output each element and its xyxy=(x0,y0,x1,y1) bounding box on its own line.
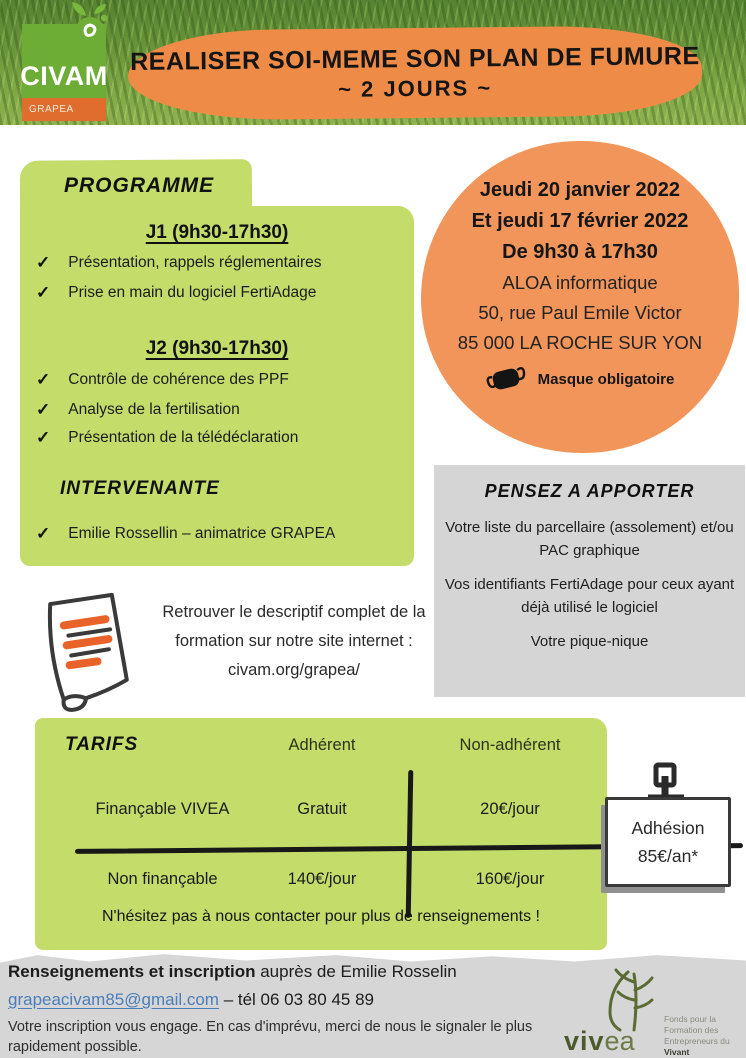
intervenante-title: INTERVENANTE xyxy=(60,478,220,499)
adhesion-price: 85€/an* xyxy=(637,846,699,866)
vivea-tagline-text: Fonds pour la Formation des Entrepreneurs du xyxy=(664,1014,730,1046)
tarifs-cell: Gratuit xyxy=(297,800,347,818)
list-item-label: Présentation de la télédéclaration xyxy=(68,429,299,446)
check-icon: ✓ xyxy=(36,283,51,302)
mask-note-row xyxy=(486,364,675,394)
footer-engagement-note: Votre inscription vous engage. En cas d'imprévu, merci de nous le signaler le plus rapidement possible. xyxy=(8,1019,533,1055)
footer-phone: – tél 06 03 80 45 89 xyxy=(218,990,374,1009)
tarifs-col-adherent: Adhérent xyxy=(288,736,356,754)
email-link[interactable]: grapeacivam85@gmail.com xyxy=(8,990,219,1009)
vivea-word-bold: viv xyxy=(564,1026,605,1056)
event-city: 85 000 LA ROCHE SUR YON xyxy=(457,332,703,353)
footer-email-line xyxy=(8,990,374,1010)
website-note: Retrouver le descriptif complet de la formation sur notre site internet : civam.org/grapea/ xyxy=(162,603,426,679)
tarifs-row-label: Finançable VIVEA xyxy=(95,800,230,818)
intervenante-name: Emilie Rossellin – animatrice GRAPEA xyxy=(68,525,336,542)
footer-contact-person: auprès de Emilie Rosselin xyxy=(255,962,457,981)
check-icon: ✓ xyxy=(36,253,51,272)
check-icon: ✓ xyxy=(36,524,51,543)
table-vertical-line xyxy=(406,770,414,918)
mask-note-label: Masque obligatoire xyxy=(537,370,675,388)
list-item xyxy=(36,524,408,544)
vivea-word-light: ea xyxy=(604,1026,635,1056)
list-item-label: Prise en main du logiciel FertiAdage xyxy=(68,284,317,301)
event-date-2: Et jeudi 17 février 2022 xyxy=(471,210,689,232)
vivea-tagline xyxy=(664,1014,744,1058)
list-item-label: Contrôle de cohérence des PPF xyxy=(68,371,289,388)
programme-title: PROGRAMME xyxy=(64,174,215,197)
bring-item: Votre pique-nique xyxy=(530,633,649,650)
vivea-plant-icon xyxy=(598,968,668,1034)
event-date-1: Jeudi 20 janvier 2022 xyxy=(479,179,681,201)
bring-item: Votre liste du parcellaire (assolement) et/ou PAC graphique xyxy=(445,519,734,559)
vivea-wordmark xyxy=(564,1028,635,1055)
tarifs-title: TARIFS xyxy=(65,734,139,755)
list-item xyxy=(36,253,408,273)
header-grass-photo xyxy=(0,0,746,125)
list-item-label: Présentation, rappels réglementaires xyxy=(68,254,322,271)
list-item xyxy=(36,428,408,448)
civam-logo xyxy=(22,24,106,121)
tarifs-note: N'hésitez pas à nous contacter pour plus de renseignements ! xyxy=(102,908,540,925)
grapea-logo-band xyxy=(22,98,106,121)
event-street: 50, rue Paul Emile Victor xyxy=(478,302,682,323)
vivea-tagline-bold: Vivant xyxy=(664,1047,690,1057)
footer-contact-line xyxy=(8,962,457,982)
list-item xyxy=(36,283,408,303)
scroll-document-icon xyxy=(28,582,150,714)
flyer-subtitle: ~ 2 JOURS ~ xyxy=(337,74,493,102)
bring-item: Vos identifiants FertiAdage pour ceux ayant déjà utilisé le logiciel xyxy=(444,576,735,616)
vivea-logo xyxy=(560,970,746,1058)
sprout-icon xyxy=(56,0,116,50)
session-1-title: J1 (9h30-17h30) xyxy=(145,222,289,243)
check-icon: ✓ xyxy=(36,370,51,389)
list-item-label: Analyse de la fertilisation xyxy=(68,401,240,418)
adhesion-label: Adhésion xyxy=(631,818,705,838)
civam-logo-text: CIVAM xyxy=(20,61,108,91)
tarifs-row-label: Non finançable xyxy=(107,870,218,888)
title-banner xyxy=(128,25,703,121)
grapea-logo-text: GRAPEA xyxy=(29,104,74,115)
adhesion-sign xyxy=(605,797,731,887)
tarifs-box xyxy=(35,718,607,950)
tarifs-cell: 160€/jour xyxy=(475,870,545,888)
tarifs-cell: 20€/jour xyxy=(480,800,540,818)
event-info-circle xyxy=(421,141,739,453)
face-mask-icon xyxy=(486,364,528,394)
bring-box xyxy=(434,465,745,697)
event-venue: ALOA informatique xyxy=(502,272,658,293)
list-item xyxy=(36,400,408,420)
session-2-title: J2 (9h30-17h30) xyxy=(145,338,289,359)
tarifs-cell: 140€/jour xyxy=(287,870,357,888)
list-item xyxy=(36,370,408,390)
check-icon: ✓ xyxy=(36,428,51,447)
flyer-title: REALISER SOI-MEME SON PLAN DE FUMURE xyxy=(129,41,700,76)
check-icon: ✓ xyxy=(36,400,51,419)
bring-title: PENSEZ A APPORTER xyxy=(484,481,695,501)
footer-contact-title: Renseignements et inscription xyxy=(8,962,256,981)
event-hours: De 9h30 à 17h30 xyxy=(502,241,658,263)
tarifs-col-non-adherent: Non-adhérent xyxy=(459,736,561,754)
